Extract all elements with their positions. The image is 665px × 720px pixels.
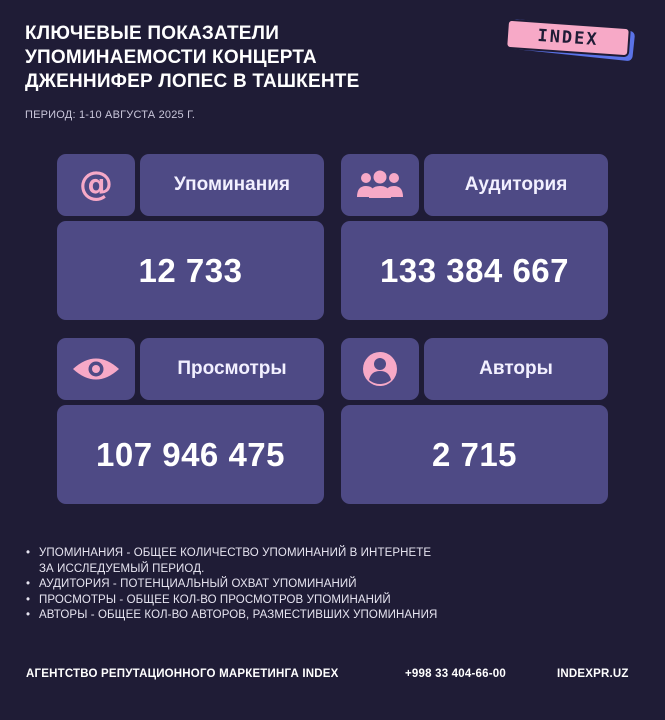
at-sign-icon [75, 164, 117, 206]
period-text: ПЕРИОД: 1-10 АВГУСТА 2025 Г. [25, 109, 196, 121]
footer-agency: АГЕНТСТВО РЕПУТАЦИОННОГО МАРКЕТИНГА INDEX [26, 668, 339, 680]
note-text-continued: ЗА ИССЛЕДУЕМЫЙ ПЕРИОД. [39, 562, 205, 575]
views-label: Просмотры [140, 338, 324, 400]
note-item [26, 546, 437, 577]
index-logo [504, 18, 640, 64]
views-value: 107 946 475 [57, 405, 324, 504]
svg-text:@: @ [79, 164, 113, 204]
logo-text: INDEX [505, 19, 631, 58]
eye-icon [71, 354, 121, 384]
note-text: ПРОСМОТРЫ - ОБЩЕЕ КОЛ-ВО ПРОСМОТРОВ УПОМИНАНИЙ [39, 593, 391, 606]
mentions-label: Упоминания [140, 154, 324, 216]
notes-list [26, 546, 437, 624]
user-icon [362, 351, 398, 387]
footer-phone[interactable]: +998 33 404-66-00 [405, 668, 506, 680]
audience-value: 133 384 667 [341, 221, 608, 320]
note-item [26, 608, 437, 624]
title-line-3: ДЖЕННИФЕР ЛОПЕС В ТАШКЕНТЕ [25, 71, 360, 92]
authors-icon-box [341, 338, 419, 400]
views-icon-box [57, 338, 135, 400]
authors-value: 2 715 [341, 405, 608, 504]
audience-label: Аудитория [424, 154, 608, 216]
audience-icon-box [341, 154, 419, 216]
authors-label: Авторы [424, 338, 608, 400]
note-text: УПОМИНАНИЯ - ОБЩЕЕ КОЛИЧЕСТВО УПОМИНАНИЙ В ИНТЕРНЕТЕ [39, 547, 432, 559]
mentions-value: 12 733 [57, 221, 324, 320]
footer-site-link[interactable]: INDEXPR.UZ [557, 668, 629, 680]
title-line-1: КЛЮЧЕВЫЕ ПОКАЗАТЕЛИ [25, 23, 280, 44]
title-line-2: УПОМИНАЕМОСТИ КОНЦЕРТА [25, 47, 317, 68]
note-text: АУДИТОРИЯ - ПОТЕНЦИАЛЬНЫЙ ОХВАТ УПОМИНАНИЙ [39, 578, 357, 590]
note-item [26, 577, 437, 593]
note-item [26, 593, 437, 609]
note-text: АВТОРЫ - ОБЩЕЕ КОЛ-ВО АВТОРОВ, РАЗМЕСТИВШИХ УПОМИНАНИЯ [39, 609, 438, 621]
mentions-icon-box [57, 154, 135, 216]
group-icon [356, 170, 404, 200]
page-title [25, 22, 445, 94]
